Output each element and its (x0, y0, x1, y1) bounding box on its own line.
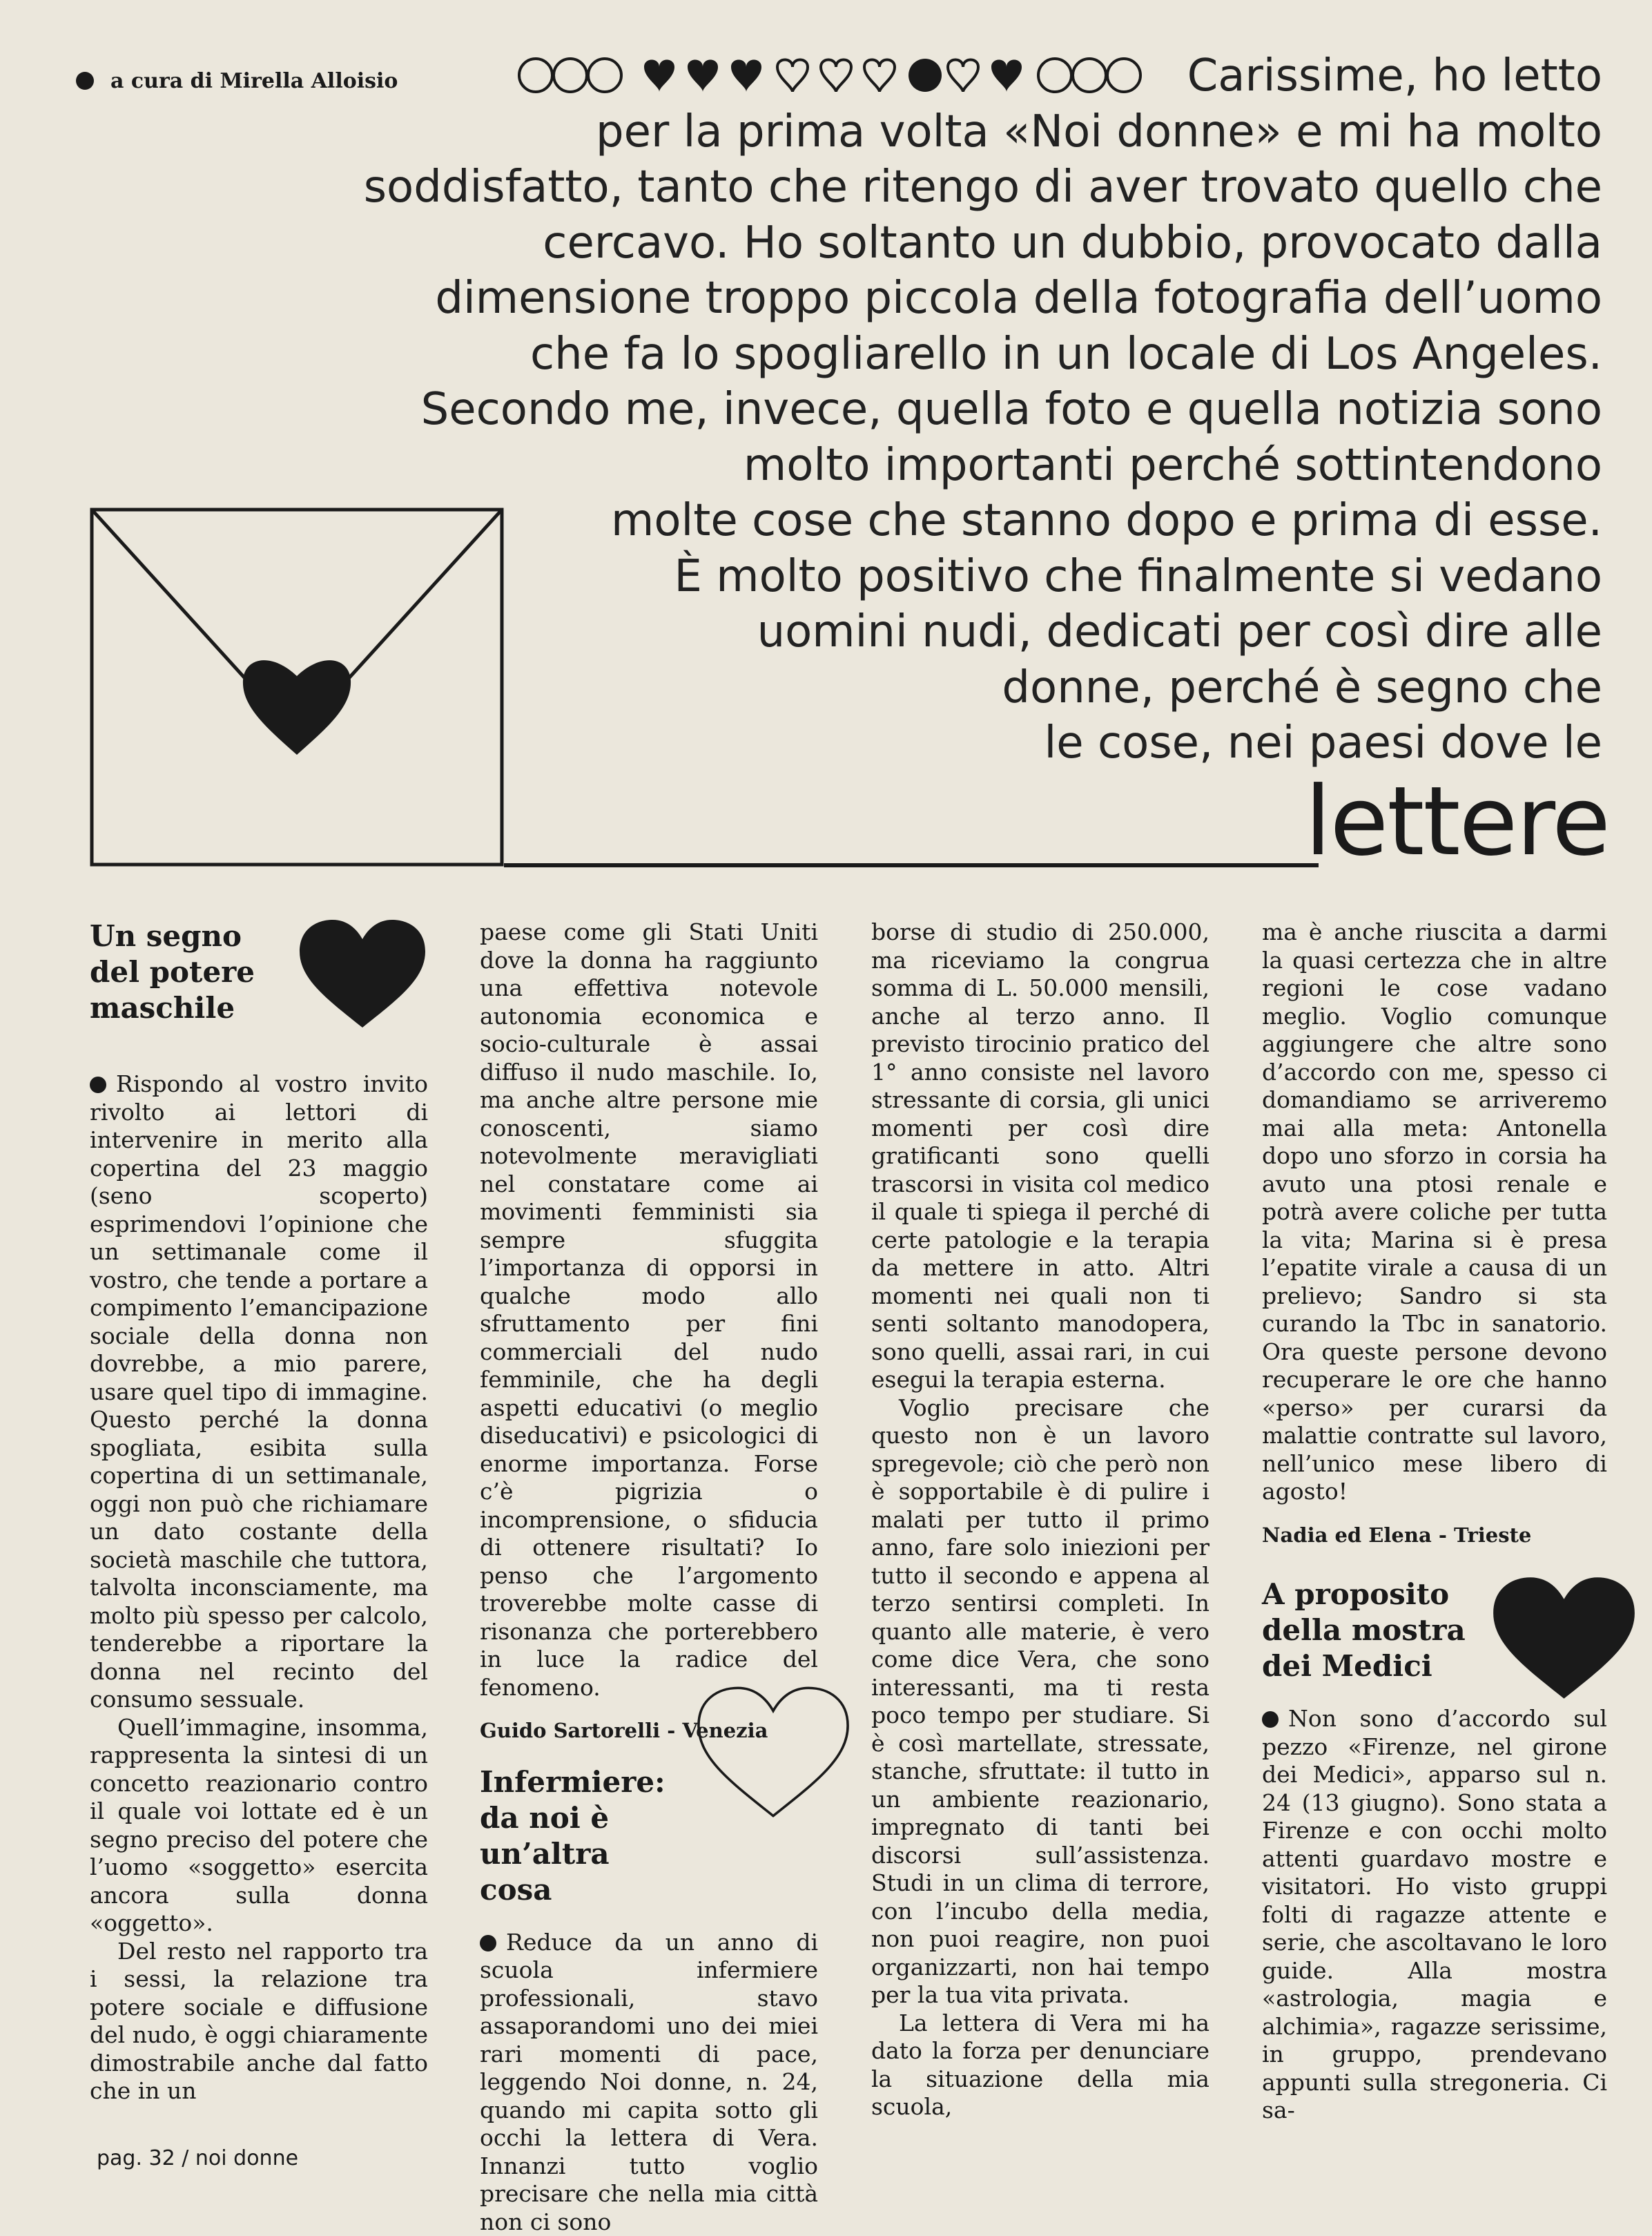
letter-paragraph: borse di studio di 250.000, ma riceviamo la congrua somma di L. 50.000 mensili, anche al terzo anno. Il previsto tirocinio pratico del 1° anno consiste nel lavoro stressante di corsia, gli unici momenti per così dire gratificanti sono quelli trascorsi in visita col medico il quale ti spiega il perché di certe patologie e la terapia da mettere in atto. Altri momenti nei quali non ti senti soltanto manodopera, sono quelli, assai rari, in cui esegui la terapia esterna. (871, 918, 1209, 1394)
intro-line: Carissime, ho letto (222, 48, 1602, 104)
signature: Guido Sartorelli - Venezia (480, 1717, 818, 1745)
intro-line: dimensione troppo piccola della fotografia dell’uomo (222, 271, 1602, 327)
letter-paragraph: Non sono d’accordo sul pezzo «Firenze, nel girone dei Medici», apparso sul n. 24 (13 giugno). Sono stata a Firenze e con occhi molto attenti guardavo mostre e visitatori. Ho visto gruppi folti di ragazze attente e serie, che ascoltavano le loro guide. Alla mostra «astrologia, magia e alchimia», ragazze serissime, in gruppo, prendevano appunti sulla stregoneria. Ci sa- (1262, 1705, 1607, 2125)
bullet-dot-icon (480, 1935, 496, 1951)
intro-line: donne, perché è segno che (222, 660, 1602, 716)
letter-paragraph: Quell’immagine, insomma, rappresenta la sintesi di un concetto reazionario contro il quale voi lottate ed è un segno preciso del potere che l’uomo «soggetto» esercita ancora sulla donna «oggetto». (90, 1714, 428, 1938)
magazine-name: noi donne (195, 2146, 298, 2170)
footer-separator: / (182, 2146, 188, 2170)
bullet-dot-icon (76, 72, 94, 90)
intro-line: È molto positivo che finalmente si vedano (222, 549, 1602, 605)
intro-line: per la prima volta «Noi donne» e mi ha molto (222, 104, 1602, 160)
bullet-dot-icon (90, 1077, 106, 1093)
editor-credit: a cura di Mirella Alloisio (76, 69, 398, 93)
header-rule (504, 863, 1319, 867)
envelope-heart-icon (90, 508, 504, 867)
section-title: lettere (1305, 773, 1609, 870)
letter-title: Un segno del potere maschile (90, 918, 283, 1026)
heart-outline-icon (694, 1686, 853, 1818)
letter-paragraph: La lettera di Vera mi ha dato la forza per denunciare la situazione della mia scuola, (871, 2009, 1209, 2121)
letter-paragraph: Voglio precisare che questo non è un lavoro spregevole; ciò che però non è sopportabile è di pulire i malati per tutto il primo anno, fare solo iniezioni per tutto il secondo e appena al terzo sentirsi completi. In quanto alle materie, è vero come dice Vera, che sono interessanti, ma ti resta poco tempo per studiare. Si è così martellate, stressate, stanche, sfruttate: il tutto in un ambiente reazionario, impregnato di tanti bei discorsi sull’assistenza. Studi in un clima di terrore, con l’incubo della media, non puoi reagire, non puoi organizzarti, non hai tempo per la tua vita privata. (871, 1394, 1209, 2009)
letter-paragraph: ma è anche riuscita a darmi la quasi certezza che in altre regioni le cose vadano meglio. Voglio comunque aggiungere che altre sono d’accordo con me, spesso ci domandiamo se arriveremo mai alla meta: Antonella dopo uno sforzo in corsia ha avuto una ptosi renale e potrà avere coliche per tutta la vita; Marina si è presa l’epatite virale a causa di un prelievo; Sandro si sta curando la Tbc in sanatorio. Ora queste persone devono recuperare le ore che hanno «perso» per curarsi da malattie contratte sul lavoro, nell’unico mese libero di agosto! (1262, 918, 1607, 1506)
heart-icon (297, 918, 428, 1029)
column-4 (1262, 918, 1607, 2125)
letter-paragraph: Del resto nel rapporto tra i sessi, la relazione tra potere sociale e diffusione del nudo, è oggi chiaramente dimostrabile anche dal fatto che in un (90, 1938, 428, 2105)
column-1 (90, 918, 428, 2105)
intro-line: uomini nudi, dedicati per così dire alle (222, 604, 1602, 660)
intro-line: le cose, nei paesi dove le (222, 715, 1602, 771)
page-number: pag. 32 (97, 2146, 175, 2170)
letter-paragraph: Reduce da un anno di scuola infermiere professionali, stavo assaporandomi uno dei miei rari momenti di pace, leggendo Noi donne, n. 24, quando mi capita sotto gli occhi la lettera di Vera. Innanzi tutto voglio precisare che nella mia città non ci sono (480, 1929, 818, 2236)
intro-line: Secondo me, invece, quella foto e quella notizia sono (222, 382, 1602, 438)
column-2 (480, 918, 818, 2236)
heart-icon (1490, 1576, 1638, 1700)
intro-line: cercavo. Ho soltanto un dubbio, provocato dalla (222, 215, 1602, 271)
letter-paragraph: Rispondo al vostro invito rivolto ai lettori di intervenire in merito alla copertina del 23 maggio (seno scoperto) esprimendovi l’opinione che un settimanale come il vostro, che tende a portare a compimento l’emancipazione sociale della donna non dovrebbe, a mio parere, usare quel tipo di immagine. Questo perché la donna spogliata, esibita sulla copertina di un settimanale, oggi non può che richiamare un dato costante della società maschile che tuttora, talvolta inconsciamente, ma molto più spesso per calcolo, tenderebbe a riportare la donna nel recinto del consumo sessuale. (90, 1070, 428, 1714)
page-footer (97, 2146, 298, 2170)
intro-line: soddisfatto, tanto che ritengo di aver trovato quello che (222, 160, 1602, 215)
signature: Nadia ed Elena - Trieste (1262, 1521, 1607, 1550)
intro-line: molto importanti perché sottintendono (222, 438, 1602, 494)
letter-paragraph: paese come gli Stati Uniti dove la donna ha raggiunto una effettiva notevole autonomia economica e socio-culturale è assai diffuso il nudo maschile. Io, ma anche altre persone mie conoscenti, siamo notevolmente meravigliati nel constatare come ai movimenti femministi sia sempre sfuggita l’importanza di opporsi in qualche modo allo sfruttamento per fini commerciali del nudo femminile, che ha degli aspetti educativi (o meglio diseducativi) e psicologici di enorme importanza. Forse c’è pigrizia o incomprensione, o sfiducia di ottenere risultati? Io penso che l’argomento troverebbe molte casse di risonanza che porterebbero in luce la radice del fenomeno. (480, 918, 818, 1702)
column-3 (871, 918, 1209, 2121)
bullet-dot-icon (1262, 1711, 1279, 1728)
hearts-circles-decoration-icon (516, 55, 1179, 96)
intro-line: molte cose che stanno dopo e prima di esse. (222, 493, 1602, 549)
intro-line: che fa lo spogliarello in un locale di Los Angeles. (222, 327, 1602, 383)
letter-title: A proposito della mostra dei Medici (1262, 1577, 1469, 1684)
letter-title: Infermiere: da noi è un’altra cosa (480, 1764, 687, 1908)
